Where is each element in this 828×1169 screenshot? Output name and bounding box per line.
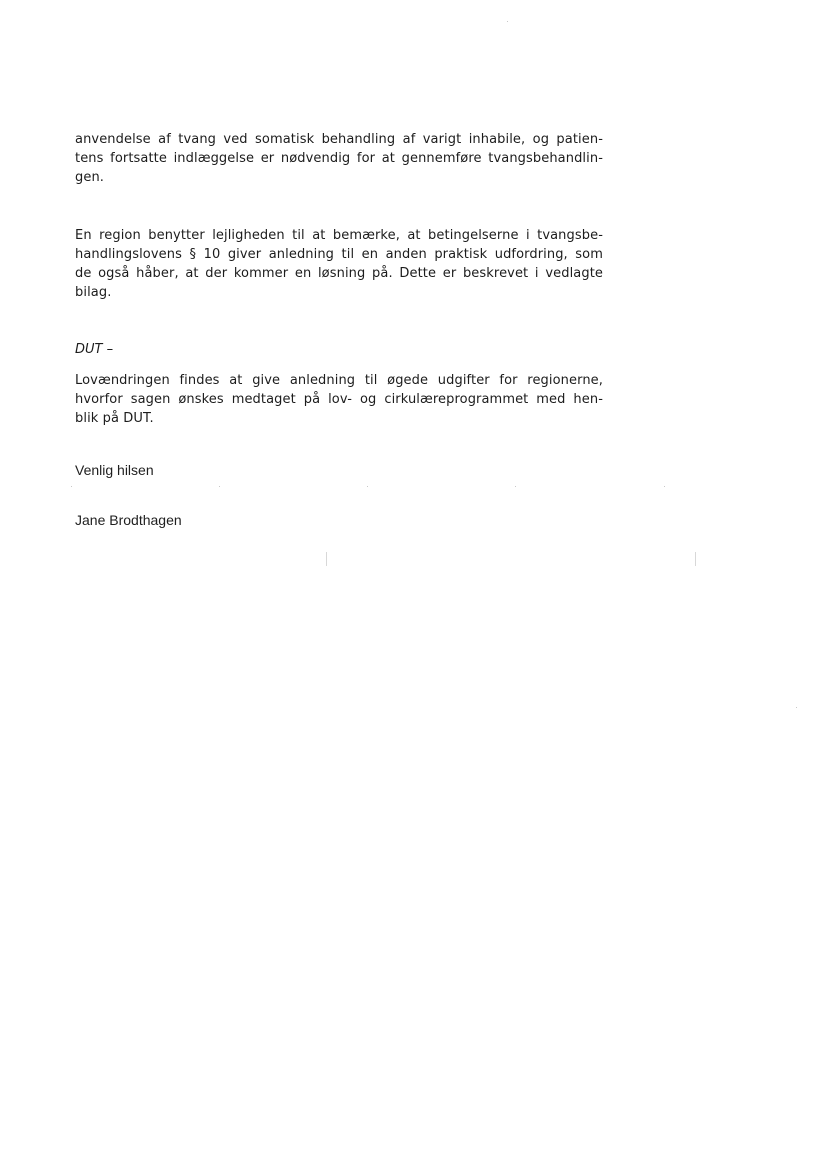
text-line: bilag. (75, 285, 112, 300)
dut-heading: DUT – (75, 342, 114, 357)
text-line: En region benytter lejligheden til at bemærke, at betingelserne i tvangsbe- (75, 228, 603, 243)
scan-speck (367, 486, 368, 487)
text-line: hvorfor sagen ønskes medtaget på lov- og cirkulæreprogrammet med hen- (75, 392, 603, 407)
signature-name: Jane Brodthagen (75, 512, 182, 528)
text-line: Lovændringen findes at give anledning til øgede udgifter for regionerne, (75, 373, 603, 388)
text-line: tens fortsatte indlæggelse er nødvendig for at gennemføre tvangsbehandlin- (75, 151, 603, 166)
text-line: gen. (75, 170, 105, 185)
paragraph-tvang (75, 130, 603, 187)
scan-mark (326, 552, 327, 566)
scan-speck (664, 486, 665, 487)
text-line: de også håber, at der kommer en løsning på. Dette er beskrevet i vedlagte (75, 266, 603, 281)
scan-speck (219, 486, 220, 487)
scan-speck (515, 486, 516, 487)
scan-speck (507, 21, 508, 22)
text-line: anvendelse af tvang ved somatisk behandling af varigt inhabile, og patien- (75, 132, 603, 147)
closing-greeting: Venlig hilsen (75, 462, 154, 478)
text-line: blik på DUT. (75, 411, 154, 426)
paragraph-dut (75, 371, 603, 428)
scan-speck (71, 486, 72, 487)
text-line: handlingslovens § 10 giver anledning til en anden praktisk udfordring, som (75, 247, 603, 262)
scan-mark (695, 552, 696, 566)
scan-speck (796, 707, 797, 708)
paragraph-region-remark (75, 226, 603, 302)
